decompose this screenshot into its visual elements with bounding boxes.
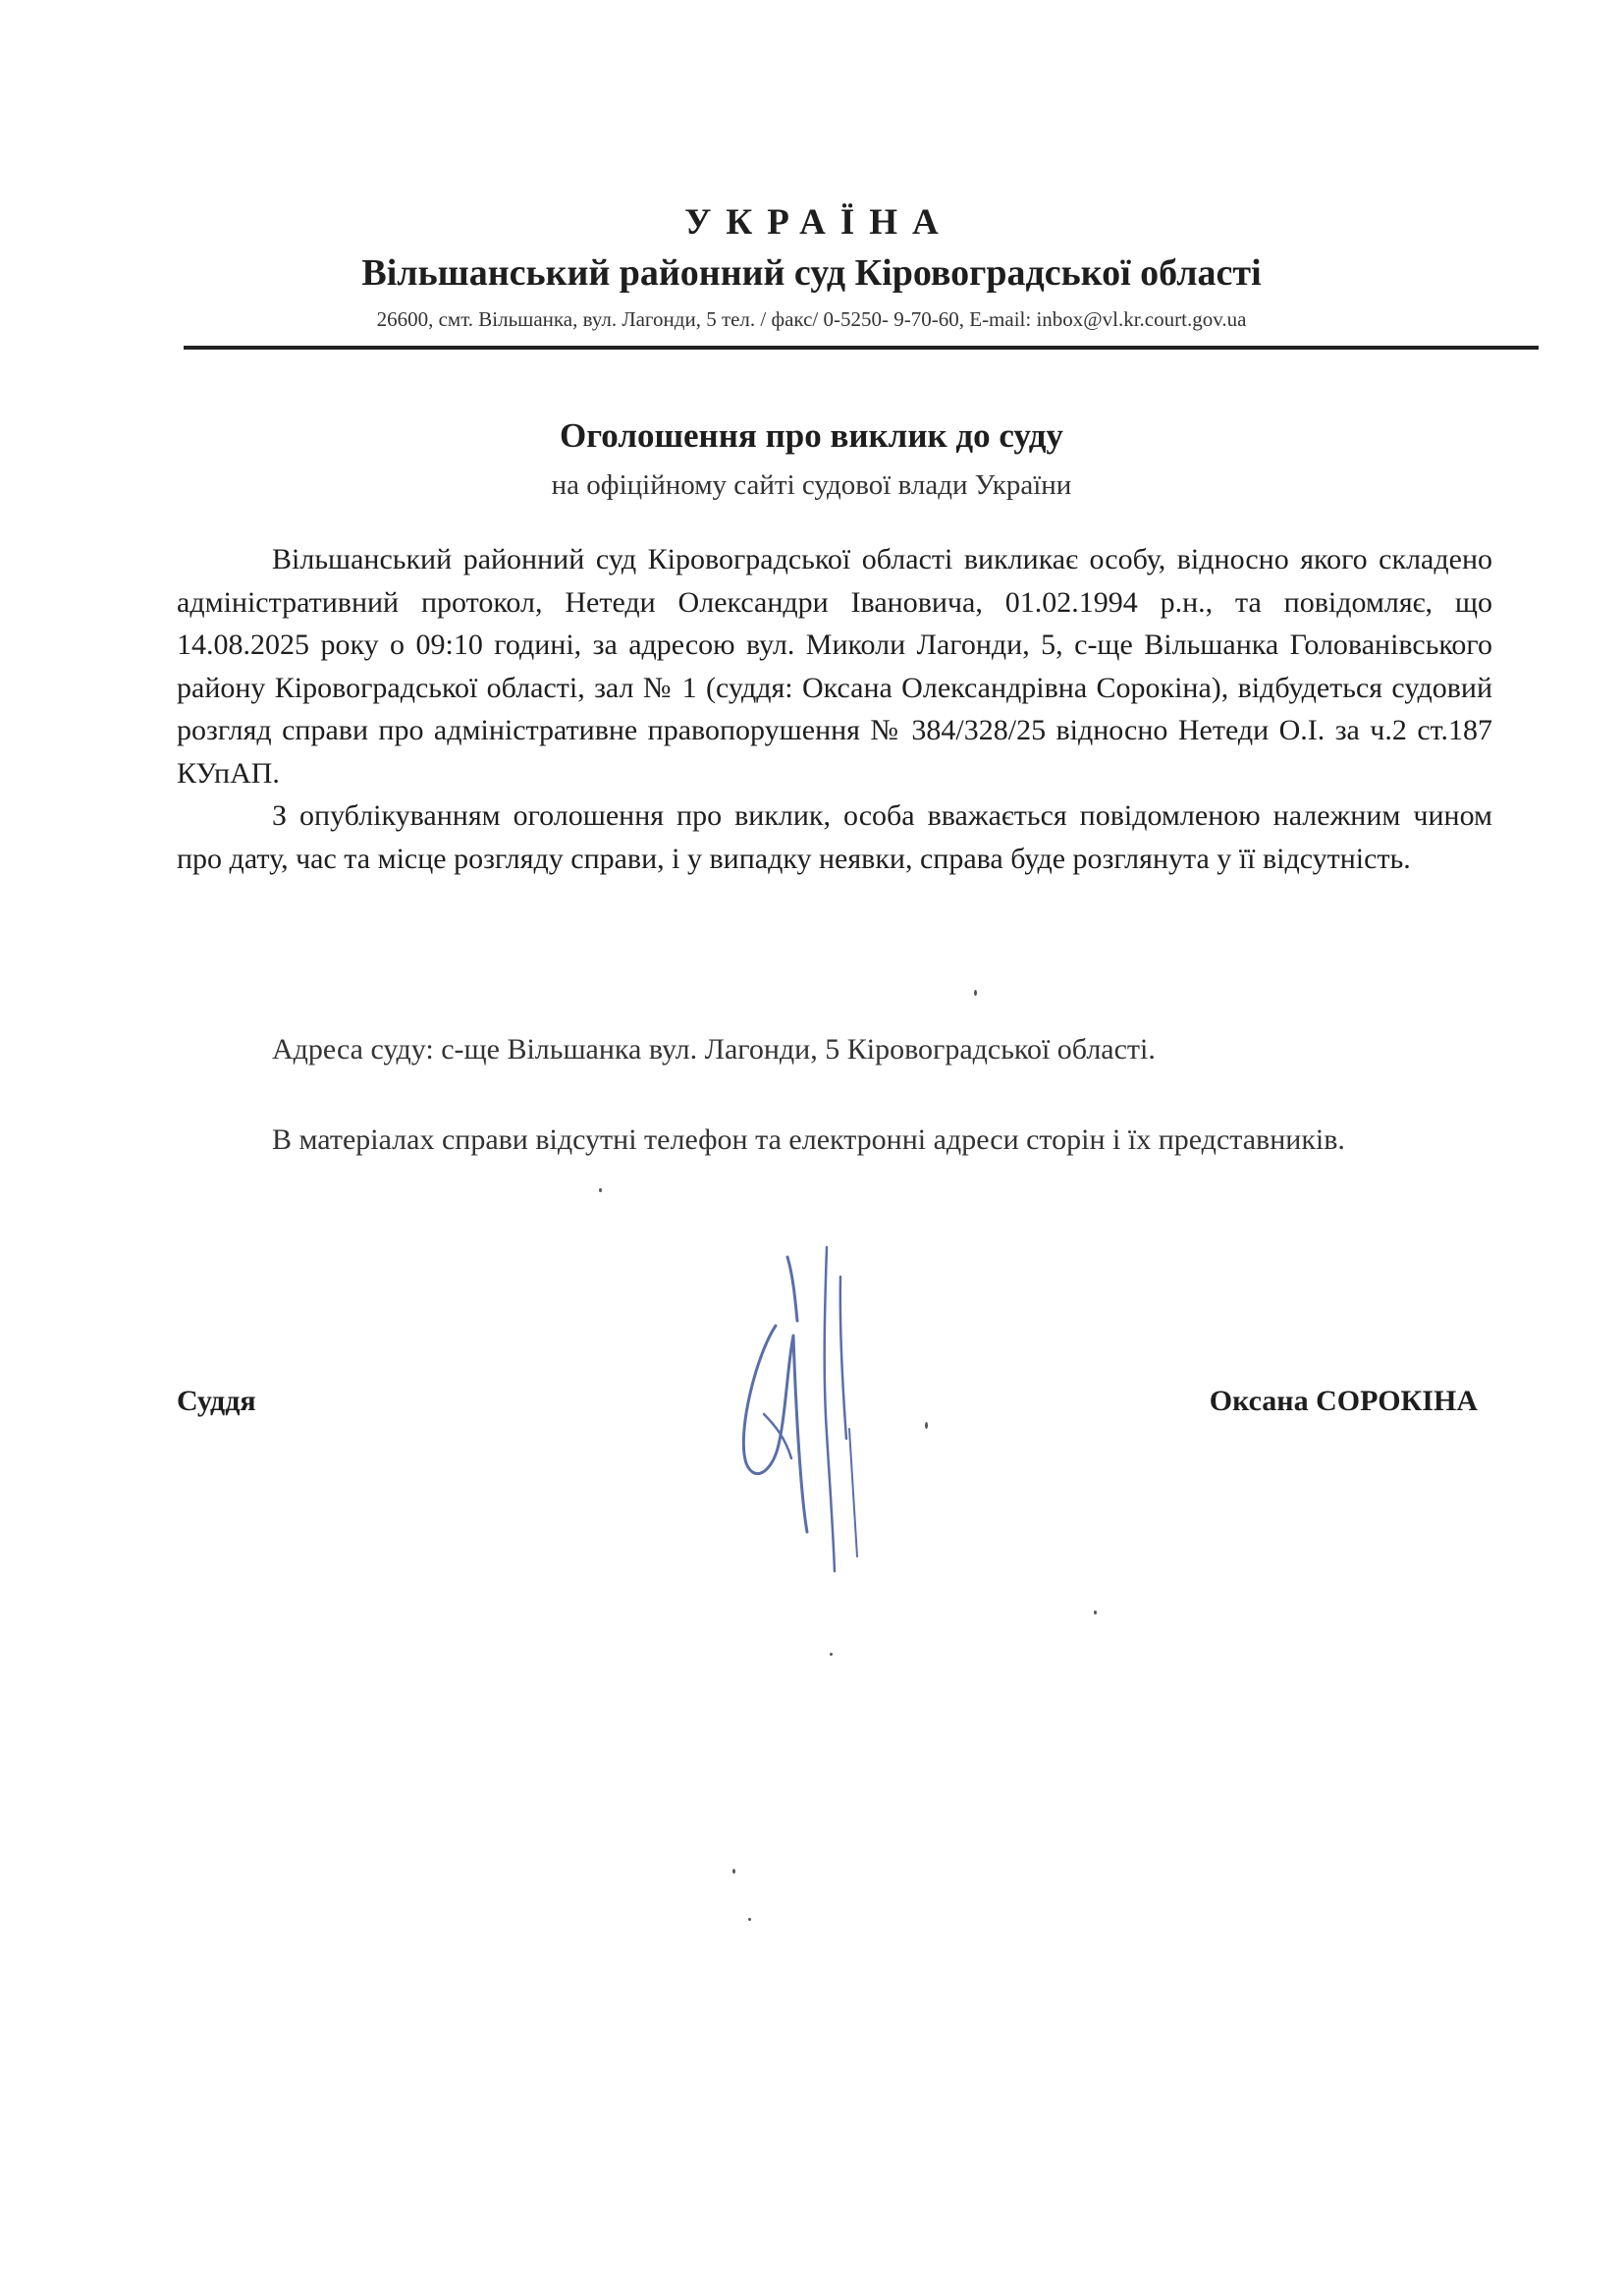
handwritten-signature — [717, 1218, 903, 1591]
notice-body — [177, 538, 1492, 880]
scan-speck — [974, 990, 977, 996]
court-address: Адреса суду: с-ще Вільшанка вул. Лагонди, 5 Кіровоградської області. — [272, 1033, 1156, 1066]
judge-role-label: Суддя — [177, 1385, 256, 1417]
scan-speck — [748, 1918, 751, 1921]
document-title: Оголошення про виклик до суду — [560, 416, 1063, 455]
materials-note — [177, 1119, 1492, 1162]
court-name-heading: Вільшанський районний суд Кіровоградської області — [361, 252, 1262, 294]
notice-paragraph-summons: Вільшанський районний суд Кіровоградської області викликає особу, відносно якого складено адміністративний протокол, Нетеди Олександри Івановича, 01.02.1994 р.н., та повідомляє, що 14.08.2025 року о 09:10 годині, за адресою вул. Миколи Лагонди, 5, с-ще Вільшанка Голованівського району Кіровоградської області, зал № 1 (суддя: Оксана Олександрівна Сорокіна), відбудеться судовий розгляд справи про адміністративне правопорушення № 384/328/25 відносно Нетеди О.І. за ч.2 ст.187 КУпАП. — [177, 543, 1492, 790]
court-contacts: 26600, смт. Вільшанка, вул. Лагонди, 5 тел. / факс/ 0-5250- 9-70-60, E-mail: inbox@vl.kr.court.gov.ua — [376, 307, 1247, 331]
scan-speck — [830, 1653, 833, 1656]
scan-speck — [732, 1869, 735, 1874]
scan-speck — [1094, 1611, 1097, 1614]
notice-paragraph-consequences: З опублікуванням оголошення про виклик, особа вважається повідомленою належним чином про дату, час та місце розгляду справи, і у випадку неявки, справа буде розглянута у її відсутність. — [177, 799, 1492, 875]
country-heading: УКРАЇНА — [684, 202, 953, 243]
scan-speck — [925, 1422, 928, 1429]
scan-speck — [599, 1188, 602, 1192]
materials-paragraph: В матеріалах справи відсутні телефон та електронні адреси сторін і їх представників. — [272, 1123, 1345, 1156]
header-divider — [184, 346, 1539, 350]
document-subtitle: на офіційному сайті судової влади України — [551, 469, 1072, 501]
judge-name: Оксана СОРОКІНА — [1209, 1385, 1478, 1417]
